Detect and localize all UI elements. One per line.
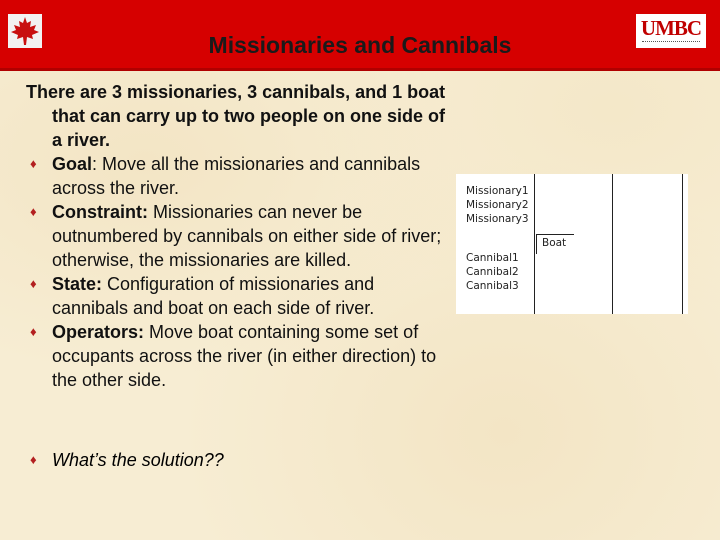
bullet-state [26,272,451,320]
bullet-goal [26,152,451,200]
umbc-logo-underline [642,41,700,45]
river-bank-right [612,174,613,314]
umbc-logo-text: UMBC [640,16,702,40]
bullet-text: Missionaries can never be outnumbered by cannibals on either side of river; otherwise, the missionaries are killed. [52,202,442,270]
missionary-label: Missionary1 [466,185,529,197]
diamond-bullet-icon: ♦ [30,276,37,291]
question-text: What’s the solution?? [52,450,224,470]
bullet-label: Operators: [52,322,145,342]
bullet-label: Goal [52,154,93,174]
missionary-label: Missionary2 [466,199,529,211]
river-bank-left [534,174,535,314]
bullet-label: State: [52,274,103,294]
diamond-bullet-icon: ♦ [30,156,37,171]
diamond-bullet-icon: ♦ [30,324,37,339]
slide-body [26,80,451,392]
bullet-operators [26,320,451,392]
bullet-text: : Move all the missionaries and cannibals across the river. [52,154,421,198]
missionary-label: Missionary3 [466,213,529,225]
cannibal-label: Cannibal2 [466,266,519,278]
diagram-right-edge [682,174,683,314]
umbc-logo [636,14,706,48]
diamond-bullet-icon: ♦ [30,204,37,219]
cannibal-label: Cannibal3 [466,280,519,292]
river-diagram [456,174,688,314]
bullet-constraint [26,200,451,272]
cannibal-label: Cannibal1 [466,252,519,264]
question-bullet [26,448,224,472]
boat [536,234,574,254]
diamond-bullet-icon: ♦ [30,452,37,467]
intro-text: There are 3 missionaries, 3 cannibals, and 1 boat that can carry up to two people on one side of a river. [26,82,446,150]
bullet-label: Constraint: [52,202,148,222]
bullet-text: Move boat containing some set of occupants across the river (in either direction) to the other side. [52,322,437,390]
title-bar [0,0,720,71]
slide-title: Missionaries and Cannibals [208,32,512,58]
bullet-text: Configuration of missionaries and cannibals and boat on each side of river. [52,274,375,318]
boat-label: Boat [542,237,567,249]
